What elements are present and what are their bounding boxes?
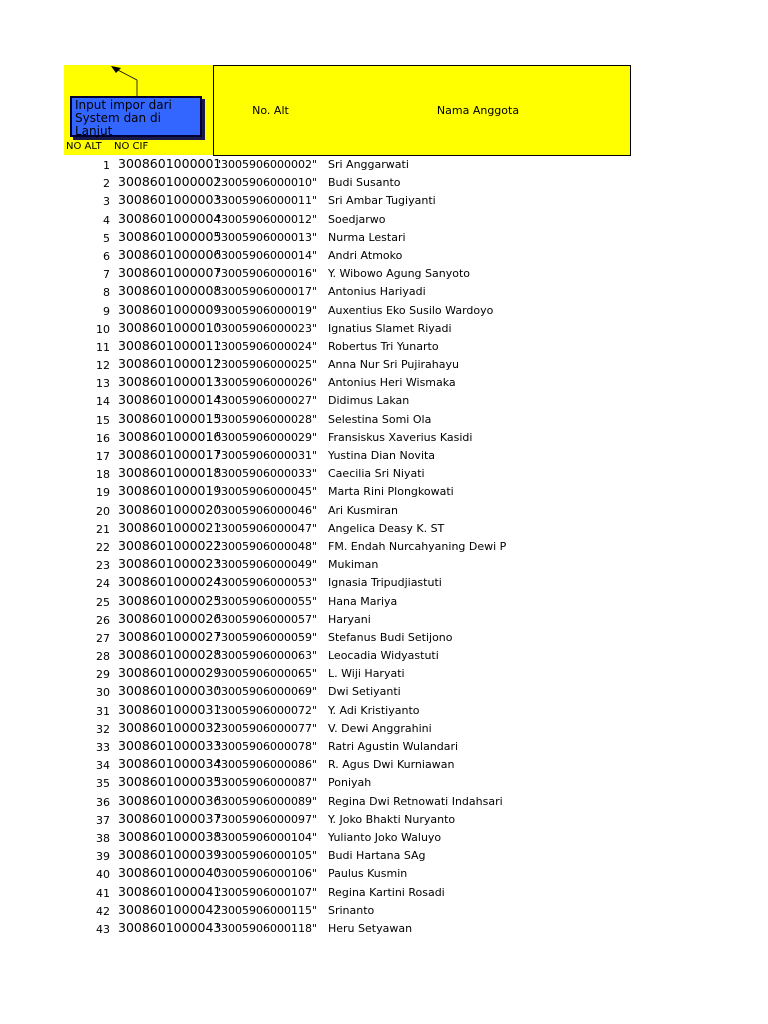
table-row[interactable] bbox=[0, 465, 768, 483]
row-number[interactable]: 3 bbox=[103, 195, 110, 209]
member-name[interactable]: Dwi Setiyanti bbox=[328, 685, 401, 699]
table-row[interactable] bbox=[0, 702, 768, 720]
table-row[interactable] bbox=[0, 392, 768, 410]
account-number[interactable]: 3008601000028 bbox=[118, 647, 222, 663]
table-row[interactable] bbox=[0, 283, 768, 301]
table-row[interactable] bbox=[0, 411, 768, 429]
cif-number[interactable]: "3005906000063" bbox=[216, 649, 318, 663]
member-name[interactable]: Nurma Lestari bbox=[328, 230, 406, 244]
member-name[interactable]: Srinanto bbox=[328, 903, 375, 917]
account-number[interactable]: 3008601000016 bbox=[118, 428, 222, 444]
header-no-alt-label: No. Alt bbox=[252, 104, 289, 117]
member-name[interactable]: Ratri Agustin Wulandari bbox=[328, 740, 459, 753]
member-name[interactable]: Robertus Tri Yunarto bbox=[328, 339, 439, 353]
comment-note[interactable] bbox=[70, 96, 202, 137]
table-row[interactable] bbox=[0, 793, 768, 811]
member-name[interactable]: Poniyah bbox=[328, 776, 372, 790]
row-number[interactable]: 39 bbox=[96, 850, 110, 864]
row-number[interactable]: 43 bbox=[96, 922, 110, 936]
table-row[interactable] bbox=[0, 211, 768, 229]
table-row[interactable] bbox=[0, 847, 768, 865]
account-number[interactable]: 3008601000015 bbox=[118, 410, 222, 426]
cif-number[interactable]: "3005906000048" bbox=[216, 539, 318, 553]
table-row[interactable] bbox=[0, 720, 768, 738]
table-row[interactable] bbox=[0, 374, 768, 392]
member-name[interactable]: Ari Kusmiran bbox=[328, 503, 398, 517]
table-row[interactable] bbox=[0, 502, 768, 520]
account-number[interactable]: 3008601000021 bbox=[118, 519, 222, 535]
table-row[interactable] bbox=[0, 865, 768, 883]
row-number[interactable]: 40 bbox=[96, 868, 110, 882]
row-number[interactable]: 2 bbox=[103, 177, 110, 191]
account-number[interactable]: 3008601000026 bbox=[118, 610, 222, 626]
row-number[interactable]: 25 bbox=[96, 595, 110, 609]
row-number[interactable]: 5 bbox=[103, 231, 110, 245]
cif-number[interactable]: "3005906000078" bbox=[216, 740, 318, 753]
cif-number[interactable]: "3005906000010" bbox=[216, 176, 318, 190]
member-name[interactable]: Regina Dwi Retnowati Indahsari bbox=[328, 794, 503, 808]
member-name[interactable]: Heru Setyawan bbox=[328, 921, 413, 935]
row-number[interactable]: 21 bbox=[96, 522, 110, 536]
member-name[interactable]: Budi Hartana SAg bbox=[328, 849, 426, 863]
table-row[interactable] bbox=[0, 611, 768, 629]
cif-number[interactable]: "3005906000029" bbox=[216, 430, 318, 444]
member-name[interactable]: Regina Kartini Rosadi bbox=[328, 885, 445, 899]
account-number[interactable]: 3008601000040 bbox=[118, 865, 222, 881]
header-nama-anggota bbox=[326, 65, 631, 156]
table-row[interactable] bbox=[0, 829, 768, 847]
member-name[interactable]: Hana Mariya bbox=[328, 594, 398, 608]
cif-number[interactable]: "3005906000024" bbox=[216, 339, 318, 353]
cif-number[interactable]: "3005906000105" bbox=[216, 849, 318, 863]
table-row[interactable] bbox=[0, 593, 768, 611]
table-row[interactable] bbox=[0, 683, 768, 701]
member-name[interactable]: Antonius Heri Wismaka bbox=[328, 376, 456, 390]
account-number[interactable]: 3008601000032 bbox=[118, 719, 222, 735]
member-name[interactable]: Paulus Kusmin bbox=[328, 867, 408, 881]
member-name[interactable]: Fransiskus Xaverius Kasidi bbox=[328, 430, 473, 444]
cif-number[interactable]: "3005906000047" bbox=[216, 521, 318, 535]
row-number[interactable]: 9 bbox=[103, 304, 110, 318]
account-number[interactable]: 3008601000019 bbox=[118, 483, 222, 499]
cif-number[interactable]: "3005906000023" bbox=[216, 321, 318, 335]
cif-number[interactable]: "3005906000013" bbox=[216, 230, 318, 244]
member-name[interactable]: Auxentius Eko Susilo Wardoyo bbox=[328, 303, 494, 317]
row-number[interactable]: 14 bbox=[96, 395, 110, 409]
member-name[interactable]: Antonius Hariyadi bbox=[328, 285, 426, 299]
table-row[interactable] bbox=[0, 229, 768, 247]
account-number[interactable]: 3008601000037 bbox=[118, 810, 222, 826]
member-name[interactable]: Leocadia Widyastuti bbox=[328, 649, 439, 663]
cif-number[interactable]: "3005906000069" bbox=[216, 685, 318, 699]
subheader-no-alt: NO ALT bbox=[66, 141, 102, 152]
row-number[interactable]: 32 bbox=[96, 722, 110, 736]
row-number[interactable]: 11 bbox=[96, 340, 110, 354]
member-name[interactable]: Caecilia Sri Niyati bbox=[328, 467, 425, 481]
row-number[interactable]: 8 bbox=[103, 286, 110, 300]
table-row[interactable] bbox=[0, 774, 768, 792]
cif-number[interactable]: "3005906000057" bbox=[216, 612, 318, 626]
table-row[interactable] bbox=[0, 756, 768, 774]
account-number[interactable]: 3008601000029 bbox=[118, 665, 222, 681]
row-number[interactable]: 10 bbox=[96, 322, 110, 336]
table-row[interactable] bbox=[0, 338, 768, 356]
account-number[interactable]: 3008601000025 bbox=[118, 592, 222, 608]
table-row[interactable] bbox=[0, 302, 768, 320]
account-number[interactable]: 3008601000035 bbox=[118, 774, 222, 790]
member-name[interactable]: Haryani bbox=[328, 612, 371, 626]
cif-number[interactable]: "3005906000033" bbox=[216, 467, 318, 481]
table-row[interactable] bbox=[0, 538, 768, 556]
cif-number[interactable]: "3005906000045" bbox=[216, 485, 318, 499]
row-number[interactable]: 6 bbox=[103, 249, 110, 263]
member-name[interactable]: Marta Rini Plongkowati bbox=[328, 485, 454, 499]
cif-number[interactable]: "3005906000097" bbox=[216, 812, 318, 826]
account-number[interactable]: 3008601000002 bbox=[118, 174, 222, 190]
member-name[interactable]: Yustina Dian Novita bbox=[328, 449, 436, 462]
row-number[interactable]: 26 bbox=[96, 613, 110, 627]
cif-number[interactable]: "3005906000049" bbox=[216, 558, 318, 572]
cif-number[interactable]: "3005906000065" bbox=[216, 667, 318, 681]
cif-number[interactable]: "3005906000104" bbox=[216, 830, 318, 844]
account-number[interactable]: 3008601000027 bbox=[118, 628, 222, 644]
row-number[interactable]: 18 bbox=[96, 468, 110, 482]
table-row[interactable] bbox=[0, 629, 768, 647]
cif-number[interactable]: "3005906000028" bbox=[216, 412, 318, 426]
table-row[interactable] bbox=[0, 647, 768, 665]
row-number[interactable]: 37 bbox=[96, 813, 110, 827]
row-number[interactable]: 4 bbox=[103, 213, 110, 227]
row-number[interactable]: 13 bbox=[96, 377, 110, 391]
row-number[interactable]: 20 bbox=[96, 504, 110, 518]
table-row[interactable] bbox=[0, 574, 768, 592]
member-name[interactable]: Andri Atmoko bbox=[328, 248, 403, 262]
member-name[interactable]: Y. Wibowo Agung Sanyoto bbox=[328, 267, 471, 281]
account-number[interactable]: 3008601000012 bbox=[118, 356, 222, 372]
member-name[interactable]: L. Wiji Haryati bbox=[328, 667, 405, 681]
cif-number[interactable]: "3005906000118" bbox=[216, 921, 318, 935]
cif-number[interactable]: "3005906000055" bbox=[216, 594, 318, 608]
row-number[interactable]: 15 bbox=[96, 413, 110, 427]
account-number[interactable]: 3008601000031 bbox=[118, 701, 222, 717]
cif-number[interactable]: "3005906000059" bbox=[216, 630, 318, 644]
row-number[interactable]: 33 bbox=[96, 741, 110, 754]
account-number[interactable]: 3008601000010 bbox=[118, 319, 222, 335]
account-number[interactable]: 3008601000003 bbox=[118, 192, 222, 208]
cif-number[interactable]: "3005906000017" bbox=[216, 285, 318, 299]
row-number[interactable]: 30 bbox=[96, 686, 110, 700]
account-number[interactable]: 3008601000042 bbox=[118, 901, 222, 917]
row-number[interactable]: 38 bbox=[96, 831, 110, 845]
table-row[interactable] bbox=[0, 174, 768, 192]
member-name[interactable]: Sri Anggarwati bbox=[328, 158, 409, 171]
cif-number[interactable]: "3005906000077" bbox=[216, 721, 318, 735]
account-number[interactable]: 3008601000036 bbox=[118, 792, 222, 808]
member-name[interactable]: Sri Ambar Tugiyanti bbox=[328, 194, 436, 208]
account-number[interactable]: 3008601000008 bbox=[118, 283, 222, 299]
member-name[interactable]: Ignatius Slamet Riyadi bbox=[328, 321, 452, 335]
row-number[interactable]: 17 bbox=[96, 450, 110, 463]
table-row[interactable] bbox=[0, 247, 768, 265]
member-name[interactable]: R. Agus Dwi Kurniawan bbox=[328, 758, 455, 772]
row-number[interactable]: 12 bbox=[96, 359, 110, 373]
cif-number[interactable]: "3005906000089" bbox=[216, 794, 318, 808]
row-number[interactable]: 35 bbox=[96, 777, 110, 791]
table-row[interactable] bbox=[0, 356, 768, 374]
table-row[interactable] bbox=[0, 320, 768, 338]
cif-number[interactable]: "3005906000087" bbox=[216, 776, 318, 790]
cif-number[interactable]: "3005906000106" bbox=[216, 867, 318, 881]
account-number[interactable]: 3008601000023 bbox=[118, 556, 222, 572]
member-name[interactable]: Budi Susanto bbox=[328, 176, 401, 190]
account-number[interactable]: 3008601000001 bbox=[118, 156, 222, 171]
cif-number[interactable]: "3005906000026" bbox=[216, 376, 318, 390]
cif-number[interactable]: "3005906000046" bbox=[216, 503, 318, 517]
table-row[interactable] bbox=[0, 265, 768, 283]
table-row[interactable] bbox=[0, 447, 768, 465]
table-row[interactable] bbox=[0, 811, 768, 829]
account-number[interactable]: 3008601000022 bbox=[118, 537, 222, 553]
row-number[interactable]: 19 bbox=[96, 486, 110, 500]
cif-number[interactable]: "3005906000016" bbox=[216, 267, 318, 281]
row-number[interactable]: 16 bbox=[96, 431, 110, 445]
member-name[interactable]: Y. Joko Bhakti Nuryanto bbox=[328, 812, 456, 826]
member-name[interactable]: Ignasia Tripudjiastuti bbox=[328, 576, 442, 590]
member-table bbox=[0, 156, 768, 938]
member-name[interactable]: Mukiman bbox=[328, 558, 379, 572]
account-number[interactable]: 3008601000006 bbox=[118, 246, 222, 262]
header-nama-label: Nama Anggota bbox=[436, 104, 520, 117]
cif-number[interactable]: "3005906000002" bbox=[216, 158, 318, 171]
cif-number[interactable]: "3005906000014" bbox=[216, 248, 318, 262]
account-number[interactable]: 3008601000030 bbox=[118, 683, 222, 699]
table-row[interactable] bbox=[0, 665, 768, 683]
callout-arrow-icon bbox=[100, 60, 160, 100]
cif-number[interactable]: "3005906000053" bbox=[216, 576, 318, 590]
table-row[interactable] bbox=[0, 192, 768, 210]
cif-number[interactable]: "3005906000086" bbox=[216, 758, 318, 772]
table-row[interactable] bbox=[0, 738, 768, 756]
subheader-no-cif: NO CIF bbox=[114, 141, 149, 152]
member-name[interactable]: Yulianto Joko Waluyo bbox=[328, 830, 442, 844]
row-number[interactable]: 42 bbox=[96, 904, 110, 918]
member-name[interactable]: Didimus Lakan bbox=[328, 394, 410, 408]
account-number[interactable]: 3008601000011 bbox=[118, 337, 222, 353]
account-number[interactable]: 3008601000034 bbox=[118, 756, 222, 772]
member-name[interactable]: Selestina Somi Ola bbox=[328, 412, 432, 426]
table-row[interactable] bbox=[0, 156, 768, 174]
member-name[interactable]: Y. Adi Kristiyanto bbox=[328, 703, 420, 717]
account-number[interactable]: 3008601000038 bbox=[118, 828, 222, 844]
account-number[interactable]: 3008601000009 bbox=[118, 301, 222, 317]
row-number[interactable]: 29 bbox=[96, 668, 110, 682]
cif-number[interactable]: "3005906000025" bbox=[216, 358, 318, 372]
cif-number[interactable]: "3005906000115" bbox=[216, 903, 318, 917]
cif-number[interactable]: "3005906000107" bbox=[216, 885, 318, 899]
row-number[interactable]: 7 bbox=[103, 268, 110, 282]
cif-number[interactable]: "3005906000031" bbox=[216, 449, 318, 462]
cif-number[interactable]: "3005906000019" bbox=[216, 303, 318, 317]
cif-number[interactable]: "3005906000011" bbox=[216, 194, 318, 208]
table-row[interactable] bbox=[0, 556, 768, 574]
header-no-alt bbox=[213, 65, 328, 156]
account-number[interactable]: 3008601000039 bbox=[118, 847, 222, 863]
row-number[interactable]: 41 bbox=[96, 886, 110, 900]
table-row[interactable] bbox=[0, 884, 768, 902]
row-number[interactable]: 1 bbox=[103, 159, 110, 172]
cif-number[interactable]: "3005906000072" bbox=[216, 703, 318, 717]
table-row[interactable] bbox=[0, 920, 768, 938]
member-name[interactable]: Angelica Deasy K. ST bbox=[328, 521, 445, 535]
account-number[interactable]: 3008601000033 bbox=[118, 738, 222, 753]
member-name[interactable]: Stefanus Budi Setijono bbox=[328, 630, 453, 644]
account-number[interactable]: 3008601000020 bbox=[118, 501, 222, 517]
row-number[interactable]: 31 bbox=[96, 704, 110, 718]
account-number[interactable]: 3008601000005 bbox=[118, 228, 222, 244]
account-number[interactable]: 3008601000024 bbox=[118, 574, 222, 590]
table-row[interactable] bbox=[0, 520, 768, 538]
account-number[interactable]: 3008601000014 bbox=[118, 392, 222, 408]
cif-number[interactable]: "3005906000012" bbox=[216, 212, 318, 226]
account-number[interactable]: 3008601000004 bbox=[118, 210, 222, 226]
account-number[interactable]: 3008601000041 bbox=[118, 883, 222, 899]
row-number[interactable]: 24 bbox=[96, 577, 110, 591]
account-number[interactable]: 3008601000018 bbox=[118, 465, 222, 481]
table-row[interactable] bbox=[0, 429, 768, 447]
account-number[interactable]: 3008601000013 bbox=[118, 374, 222, 390]
row-number[interactable]: 28 bbox=[96, 650, 110, 664]
table-row[interactable] bbox=[0, 483, 768, 501]
member-name[interactable]: V. Dewi Anggrahini bbox=[328, 721, 432, 735]
member-name[interactable]: Anna Nur Sri Pujirahayu bbox=[328, 358, 459, 372]
row-number[interactable]: 34 bbox=[96, 759, 110, 773]
account-number[interactable]: 3008601000007 bbox=[118, 265, 222, 281]
comment-note-text: Input impor dari System dan di Lanjut bbox=[75, 98, 172, 138]
row-number[interactable]: 36 bbox=[96, 795, 110, 809]
cif-number[interactable]: "3005906000027" bbox=[216, 394, 318, 408]
row-number[interactable]: 22 bbox=[96, 540, 110, 554]
member-name[interactable]: FM. Endah Nurcahyaning Dewi P bbox=[328, 539, 507, 553]
table-row[interactable] bbox=[0, 902, 768, 920]
row-number[interactable]: 23 bbox=[96, 559, 110, 573]
member-name[interactable]: Soedjarwo bbox=[328, 212, 386, 226]
account-number[interactable]: 3008601000043 bbox=[118, 919, 222, 935]
account-number[interactable]: 3008601000017 bbox=[118, 447, 222, 462]
row-number[interactable]: 27 bbox=[96, 631, 110, 645]
